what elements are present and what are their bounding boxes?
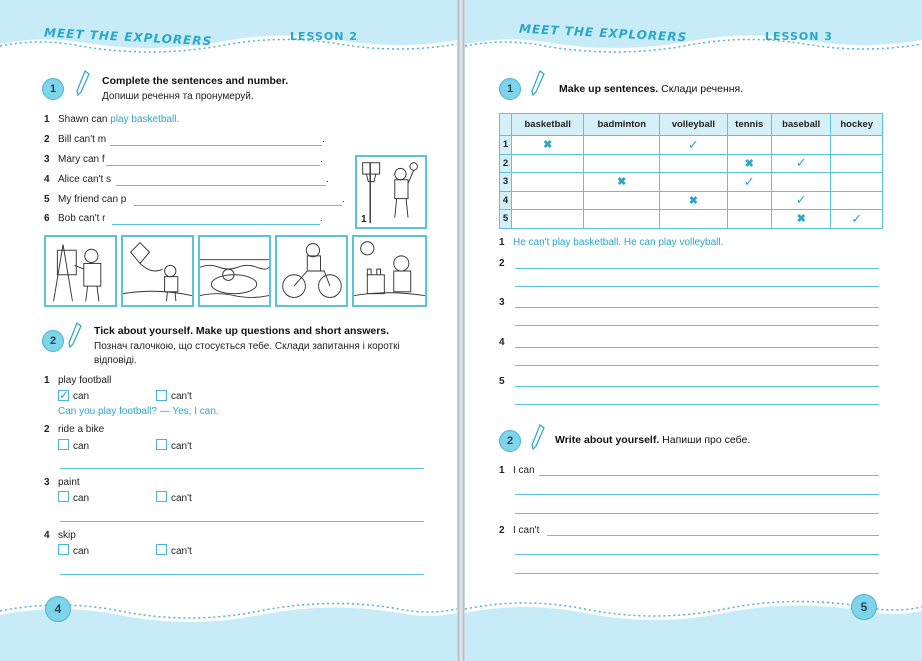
table-cell bbox=[727, 154, 771, 173]
instruction-ua: Напиши про себе. bbox=[662, 434, 751, 446]
prompt-2 bbox=[499, 525, 539, 539]
tick-item-4 bbox=[44, 530, 76, 544]
checkmark-icon: ✓ bbox=[851, 210, 863, 226]
picture-bike bbox=[275, 235, 348, 307]
sentence-prefix: Bill can't m bbox=[58, 134, 107, 145]
instruction-en: Write about yourself. bbox=[555, 434, 660, 446]
answer-line[interactable] bbox=[515, 268, 879, 269]
answer-4 bbox=[499, 337, 513, 351]
sentence-answer: play basketball. bbox=[110, 114, 180, 125]
answer-number: 4 bbox=[499, 337, 505, 348]
answer-line[interactable] bbox=[60, 468, 424, 469]
instruction-en: Make up sentences. bbox=[559, 83, 659, 95]
table-row bbox=[500, 191, 883, 210]
exercise-number: 1 bbox=[499, 78, 521, 100]
ex2-instruction-en: Tick about yourself. Make up questions and short answers. bbox=[94, 325, 390, 337]
header-lesson: LESSON 3 bbox=[765, 30, 833, 43]
table-cell bbox=[727, 136, 771, 155]
table-cell bbox=[584, 173, 660, 192]
answer-line[interactable] bbox=[515, 307, 879, 308]
instruction-ua: Склади речення. bbox=[661, 83, 744, 95]
table-cell bbox=[727, 210, 771, 229]
answer-line[interactable] bbox=[515, 554, 879, 555]
sentence-6[interactable] bbox=[44, 213, 106, 227]
table-cell bbox=[660, 136, 728, 155]
girl-kite-illustration bbox=[123, 237, 192, 305]
sports-table bbox=[499, 113, 883, 229]
answer-number: 2 bbox=[499, 258, 505, 269]
answer-line[interactable] bbox=[116, 185, 326, 186]
answer-line[interactable] bbox=[515, 347, 879, 348]
cant-checkbox[interactable] bbox=[156, 491, 167, 502]
row-number: 4 bbox=[500, 191, 512, 210]
item-number: 3 bbox=[44, 477, 50, 488]
prompt-number: 1 bbox=[499, 465, 505, 476]
can-label: can bbox=[73, 546, 90, 557]
can-label: can bbox=[73, 391, 90, 402]
pencil-icon bbox=[531, 424, 545, 450]
answer-line[interactable] bbox=[515, 286, 879, 287]
checkmark-icon: ✓ bbox=[59, 388, 70, 402]
table-cell bbox=[660, 191, 728, 210]
right-page bbox=[464, 0, 922, 661]
table-row bbox=[500, 136, 883, 155]
table-cell bbox=[512, 210, 584, 229]
checkmark-icon: ✓ bbox=[795, 192, 807, 208]
table-cell bbox=[512, 191, 584, 210]
sentence-prefix: My friend can p bbox=[58, 194, 127, 205]
table-cell bbox=[727, 191, 771, 210]
cant-checkbox[interactable] bbox=[156, 439, 167, 450]
sentence-number: 6 bbox=[44, 213, 50, 224]
table-header-row bbox=[500, 114, 883, 136]
answer-line[interactable] bbox=[60, 521, 424, 522]
sentence-1 bbox=[44, 114, 179, 128]
cant-label: can't bbox=[171, 493, 192, 504]
item-number: 4 bbox=[44, 530, 50, 541]
sentence-prefix: Mary can f bbox=[58, 154, 105, 165]
page-number: 5 bbox=[851, 594, 877, 620]
ex2-instruction-ua: Познач галочкою, що стосується тебе. Склади запитання і короткі відповіді. bbox=[94, 341, 400, 366]
can-label: can bbox=[73, 441, 90, 452]
ex1-instruction bbox=[559, 83, 743, 95]
column-header: tennis bbox=[727, 114, 771, 136]
cross-icon: ✖ bbox=[796, 213, 806, 226]
prompt-number: 2 bbox=[499, 525, 505, 536]
item-number: 1 bbox=[44, 375, 50, 386]
cant-label: can't bbox=[171, 546, 192, 557]
can-checkbox[interactable] bbox=[58, 544, 69, 555]
answer-line[interactable] bbox=[539, 475, 879, 476]
table-cell bbox=[512, 154, 584, 173]
row-number: 1 bbox=[500, 136, 512, 155]
answer-2 bbox=[499, 258, 513, 272]
answer-number: 5 bbox=[499, 376, 505, 387]
prompt-text: I can't bbox=[513, 525, 540, 536]
sentence-5[interactable] bbox=[44, 194, 126, 208]
table-cell bbox=[584, 191, 660, 210]
sentence-number: 4 bbox=[44, 174, 50, 185]
table-cell bbox=[584, 154, 660, 173]
item-activity: paint bbox=[58, 477, 80, 488]
exercise-number: 2 bbox=[42, 330, 64, 352]
sentence-prefix: Alice can't s bbox=[58, 174, 112, 185]
answer-5 bbox=[499, 376, 513, 390]
table-cell bbox=[584, 136, 660, 155]
header-lesson: LESSON 2 bbox=[290, 30, 358, 43]
row-number: 3 bbox=[500, 173, 512, 192]
cross-icon: ✖ bbox=[617, 176, 627, 189]
answer-number: 3 bbox=[499, 297, 505, 308]
picture-kite bbox=[121, 235, 194, 307]
sentence-end: . bbox=[326, 174, 329, 185]
sentence-end: . bbox=[342, 194, 345, 205]
column-header: badminton bbox=[584, 114, 660, 136]
header-title: MEET THE EXPLORERS bbox=[43, 25, 213, 49]
sentence-3[interactable] bbox=[44, 154, 105, 168]
answer-line[interactable] bbox=[515, 573, 879, 574]
can-checkbox[interactable] bbox=[58, 491, 69, 502]
answer-line[interactable] bbox=[106, 165, 320, 166]
table-cell bbox=[831, 136, 883, 155]
exercise-number: 2 bbox=[499, 430, 521, 452]
left-page bbox=[0, 0, 458, 661]
answer-line[interactable] bbox=[547, 535, 879, 536]
sentence-number: 3 bbox=[44, 154, 50, 165]
table-row bbox=[500, 173, 883, 192]
checkmark-icon: ✓ bbox=[687, 136, 699, 152]
table-cell bbox=[831, 173, 883, 192]
exercise-number: 1 bbox=[42, 78, 64, 100]
checkmark-icon: ✓ bbox=[795, 155, 807, 171]
sentence-prefix: Bob can't r bbox=[58, 213, 106, 224]
answer-line[interactable] bbox=[112, 224, 320, 225]
picture-swimming bbox=[198, 235, 271, 307]
sentence-2[interactable] bbox=[44, 134, 106, 148]
sentence-number: 5 bbox=[44, 194, 50, 205]
pencil-icon bbox=[68, 322, 82, 348]
sentence-number: 1 bbox=[44, 114, 50, 125]
answer-line[interactable] bbox=[515, 386, 879, 387]
boy-painting-illustration bbox=[46, 237, 115, 305]
cross-icon: ✖ bbox=[744, 157, 754, 170]
boy-basketball-illustration bbox=[357, 157, 425, 227]
answer-text: He can't play basketball. He can play volleyball. bbox=[513, 237, 724, 248]
answer-1 bbox=[499, 237, 723, 251]
corner-cell bbox=[500, 114, 512, 136]
sentence-end: . bbox=[320, 213, 323, 224]
cant-label: can't bbox=[171, 391, 192, 402]
sentence-end: . bbox=[322, 134, 325, 145]
table-cell bbox=[660, 210, 728, 229]
answer-line[interactable] bbox=[515, 513, 879, 514]
table-cell bbox=[727, 173, 771, 192]
pencil-icon bbox=[76, 70, 90, 96]
table-row bbox=[500, 154, 883, 173]
can-checkbox[interactable] bbox=[58, 439, 69, 450]
tick-item-2 bbox=[44, 424, 104, 438]
answer-number: 1 bbox=[499, 237, 505, 248]
answer-line[interactable] bbox=[134, 205, 342, 206]
sentence-4[interactable] bbox=[44, 174, 111, 188]
prompt-1 bbox=[499, 465, 535, 479]
picture-label: 1 bbox=[361, 214, 367, 225]
cross-icon: ✖ bbox=[543, 139, 553, 152]
ex1-instruction-ua: Допиши речення та пронумеруй. bbox=[102, 91, 254, 102]
boy-bike-illustration bbox=[277, 237, 346, 305]
picture-painting bbox=[44, 235, 117, 307]
page-number: 4 bbox=[45, 596, 71, 622]
table-cell bbox=[660, 173, 728, 192]
cross-icon: ✖ bbox=[688, 194, 698, 207]
example-answer: Can you play football? — Yes, I can. bbox=[58, 406, 219, 417]
girl-swimming-illustration bbox=[200, 237, 269, 305]
pencil-icon bbox=[531, 70, 545, 96]
tick-item-1 bbox=[44, 375, 111, 389]
table-cell bbox=[771, 136, 831, 155]
table-cell bbox=[771, 210, 831, 229]
table-cell bbox=[831, 191, 883, 210]
answer-line[interactable] bbox=[60, 574, 424, 575]
table-cell bbox=[831, 210, 883, 229]
answer-3 bbox=[499, 297, 513, 311]
table-cell bbox=[771, 191, 831, 210]
item-activity: play football bbox=[58, 375, 112, 386]
answer-line[interactable] bbox=[515, 494, 879, 495]
row-number: 2 bbox=[500, 154, 512, 173]
column-header: basketball bbox=[512, 114, 584, 136]
column-header: hockey bbox=[831, 114, 883, 136]
cant-checkbox[interactable] bbox=[156, 390, 167, 401]
table-row bbox=[500, 210, 883, 229]
table-cell bbox=[512, 136, 584, 155]
item-activity: skip bbox=[58, 530, 76, 541]
table-cell bbox=[771, 154, 831, 173]
sentence-end: . bbox=[320, 154, 323, 165]
header-title: MEET THE EXPLORERS bbox=[518, 21, 688, 45]
tick-item-3 bbox=[44, 477, 80, 491]
picture-basketball bbox=[355, 155, 427, 229]
table-cell bbox=[771, 173, 831, 192]
column-header: baseball bbox=[771, 114, 831, 136]
cant-checkbox[interactable] bbox=[156, 544, 167, 555]
item-activity: ride a bike bbox=[58, 424, 105, 435]
answer-line[interactable] bbox=[515, 365, 879, 366]
can-label: can bbox=[73, 493, 90, 504]
answer-line[interactable] bbox=[515, 325, 879, 326]
answer-line[interactable] bbox=[515, 404, 879, 405]
boy-sandcastle-illustration bbox=[354, 237, 425, 305]
item-number: 2 bbox=[44, 424, 50, 435]
sentence-prefix: Shawn can bbox=[58, 114, 111, 125]
answer-line[interactable] bbox=[110, 145, 322, 146]
prompt-text: I can bbox=[513, 465, 535, 476]
table-cell bbox=[512, 173, 584, 192]
table-cell bbox=[831, 154, 883, 173]
table-cell bbox=[584, 210, 660, 229]
checkmark-icon: ✓ bbox=[743, 173, 755, 189]
row-number: 5 bbox=[500, 210, 512, 229]
sentence-number: 2 bbox=[44, 134, 50, 145]
cant-label: can't bbox=[171, 441, 192, 452]
column-header: volleyball bbox=[660, 114, 728, 136]
table-cell bbox=[660, 154, 728, 173]
picture-sandcastle bbox=[352, 235, 427, 307]
ex2-instruction bbox=[555, 434, 750, 446]
ex1-instruction-en: Complete the sentences and number. bbox=[102, 75, 289, 87]
